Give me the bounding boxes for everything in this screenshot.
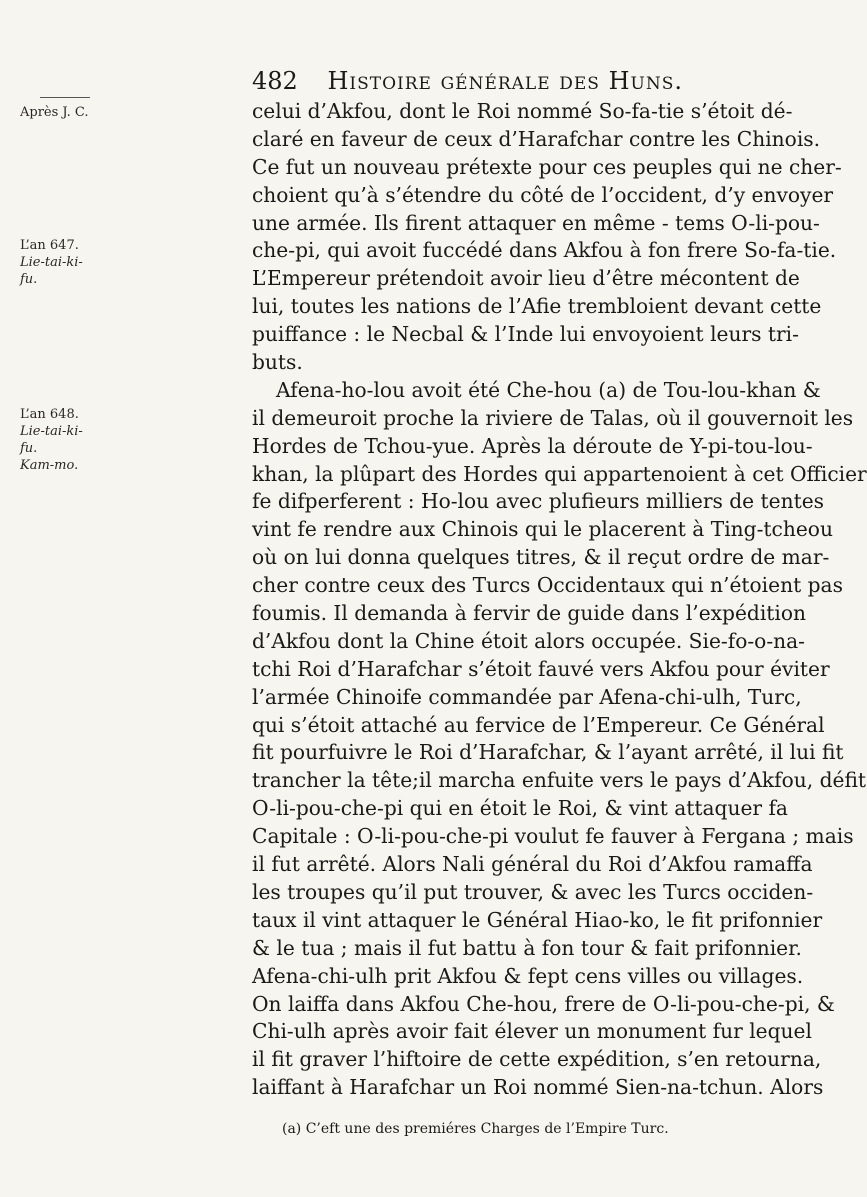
text-line: d’Akfou dont la Chine étoit alors occupée. Sie-fo-o-na-	[252, 628, 806, 653]
text-line: Chi-ulh après avoir fait élever un monument fur lequel	[252, 1019, 812, 1044]
text-line: trancher la tête;il marcha enfuite vers le pays d’Akfou, défit	[252, 768, 867, 793]
running-title: Histoire générale des Huns.	[327, 67, 683, 95]
text-line: Afena-ho-lou avoit été Che-hou (a) de Tou-lou-khan &	[276, 377, 821, 402]
text-line: & le tua ; mais il fut battu à fon tour & fait prifonnier.	[252, 935, 802, 960]
margin-note-648	[20, 406, 138, 474]
margin-note-line: L’an 648.	[20, 407, 79, 422]
text-line: vint fe rendre aux Chinois qui le placerent à Ting-tcheou	[252, 517, 833, 542]
text-line: cher contre ceux des Turcs Occidentaux qui n’étoient pas	[252, 573, 843, 598]
margin-note-647	[20, 237, 138, 288]
margin-note-line: Lie-tai-ki-	[20, 424, 83, 439]
text-line: qui s’étoit attaché au fervice de l’Empereur. Ce Général	[252, 712, 825, 737]
text-line: Hordes de Tchou-yue. Après la déroute de Y-pi-tou-lou-	[252, 433, 813, 458]
text-line: tchi Roi d’Harafchar s’étoit fauvé vers Akfou pour éviter	[252, 656, 830, 681]
page-number: 482	[252, 67, 298, 95]
text-line: l’armée Chinoife commandée par Afena-chi-ulh, Turc,	[252, 684, 802, 709]
text-line: où on lui donna quelques titres, & il reçut ordre de mar-	[252, 545, 830, 570]
margin-note-apres	[20, 104, 138, 121]
text-line: foumis. Il demanda à fervir de guide dans l’expédition	[252, 601, 807, 626]
body-text	[252, 98, 867, 1102]
text-line: laiffant à Harafchar un Roi nommé Sien-na-tchun. Alors	[252, 1075, 824, 1100]
margin-rule	[40, 97, 90, 98]
text-line: les troupes qu’il put trouver, & avec les Turcs occiden-	[252, 879, 814, 904]
text-line: O-li-pou-che-pi qui en étoit le Roi, & vint attaquer fa	[252, 796, 788, 821]
text-line: buts.	[252, 350, 303, 375]
text-line: puiffance : le Necbal & l’Inde lui envoyoient leurs tri-	[252, 322, 799, 347]
text-line: Ce fut un nouveau prétexte pour ces peuples qui ne cher-	[252, 154, 842, 179]
page-header	[252, 66, 732, 96]
text-line: il fit graver l’hiftoire de cette expédition, s’en retourna,	[252, 1047, 822, 1072]
text-line: choient qu’à s’étendre du côté de l’occident, d’y envoyer	[252, 182, 834, 207]
text-line: taux il vint attaquer le Général Hiao-ko, le fit prifonnier	[252, 907, 823, 932]
text-line: fit pourfuivre le Roi d’Harafchar, & l’ayant arrêté, il lui fit	[252, 740, 844, 765]
text-line: claré en faveur de ceux d’Harafchar contre les Chinois.	[252, 126, 821, 151]
text-line: L’Empereur prétendoit avoir lieu d’être mécontent de	[252, 266, 800, 291]
footnote: (a) C’eft une des premiéres Charges de l’Empire Turc.	[282, 1121, 669, 1137]
margin-apres-text: Après J. C.	[20, 105, 89, 120]
margin-note-line: Kam-mo.	[20, 458, 79, 473]
text-line: fe difperferent : Ho-lou avec plufieurs milliers de tentes	[252, 489, 825, 514]
text-line: celui d’Akfou, dont le Roi nommé So-fa-tie s’étoit dé-	[252, 99, 793, 123]
text-line: khan, la plûpart des Hordes qui appartenoient à cet Officier	[252, 461, 867, 486]
text-line: il fut arrêté. Alors Nali général du Roi d’Akfou ramaffa	[252, 852, 813, 877]
margin-note-line: fu.	[20, 272, 38, 287]
text-line: lui, toutes les nations de l’Afie trembloient devant cette	[252, 294, 822, 319]
margin-note-line: fu.	[20, 441, 38, 456]
margin-note-line: Lie-tai-ki-	[20, 255, 83, 270]
text-line: une armée. Ils firent attaquer en même - tems O-li-pou-	[252, 210, 820, 235]
text-line: che-pi, qui avoit fuccédé dans Akfou à fon frere So-fa-tie.	[252, 238, 837, 263]
text-line: On laiffa dans Akfou Che-hou, frere de O-li-pou-che-pi, &	[252, 991, 835, 1016]
margin-note-line: L’an 647.	[20, 238, 79, 253]
text-line: il demeuroit proche la riviere de Talas, où il gouvernoit les	[252, 405, 854, 430]
text-line: Afena-chi-ulh prit Akfou & fept cens villes ou villages.	[252, 963, 804, 988]
text-line: Capitale : O-li-pou-che-pi voulut fe fauver à Fergana ; mais	[252, 824, 854, 849]
